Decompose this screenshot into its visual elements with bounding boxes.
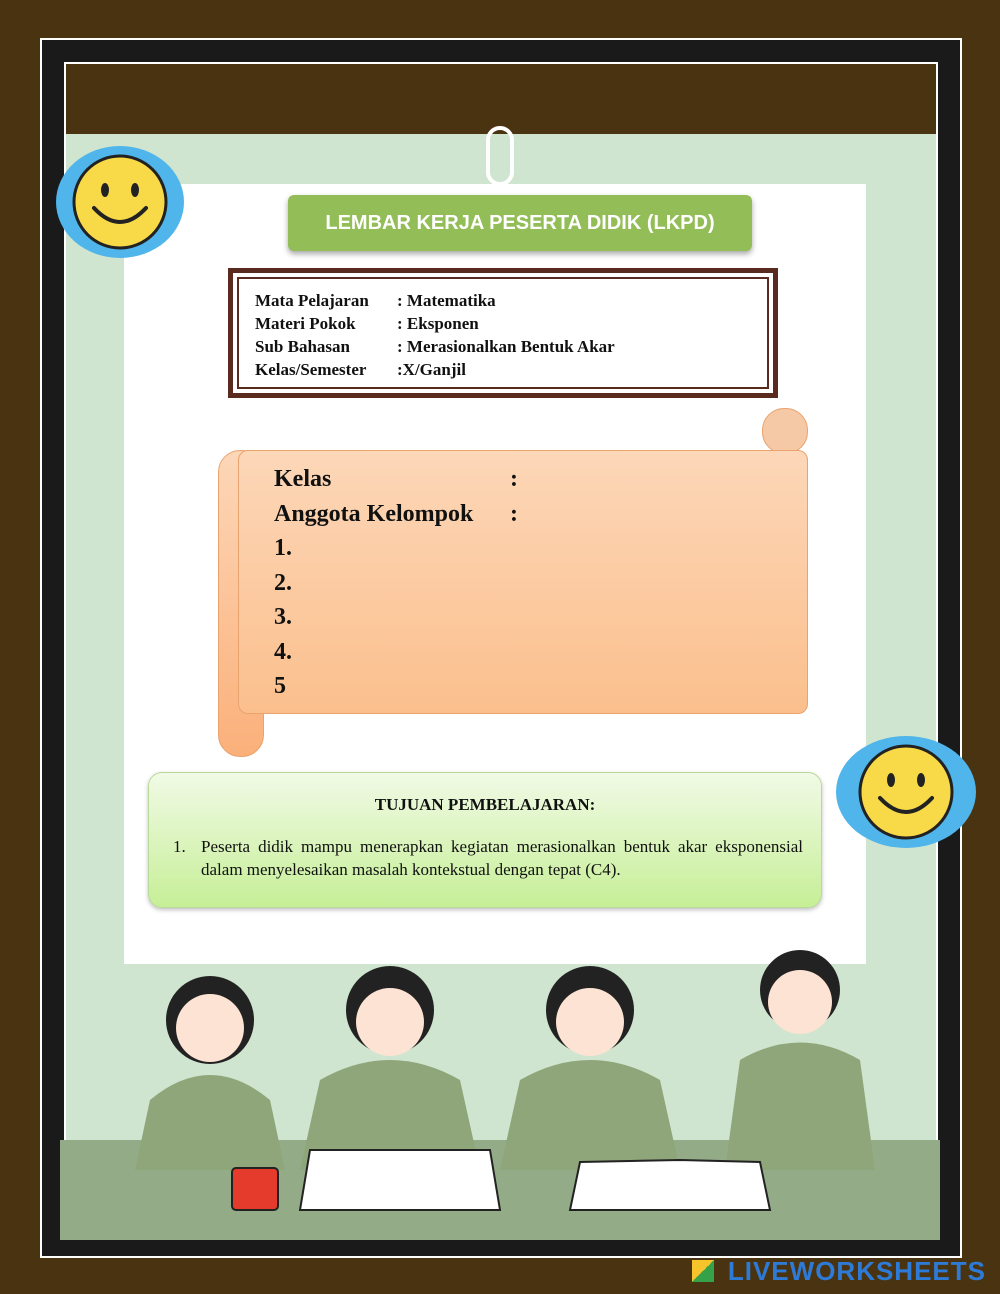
group-members-field[interactable]: : (510, 500, 518, 527)
member-item[interactable]: 1. (274, 535, 292, 561)
liveworksheets-logo-icon (692, 1260, 714, 1282)
learning-goal-item: 1. Peserta didik mampu menerapkan kegiatan merasionalkan bentuk akar eksponensial dalam menyelesaikan masalah kontekstual dengan tepat (C4). (173, 837, 803, 879)
member-item[interactable]: 5 (274, 673, 286, 699)
subject-info-table (255, 289, 615, 381)
watermark: LIVEWORKSHEETS (727, 1256, 986, 1286)
class-label: Kelas (274, 466, 332, 492)
member-item[interactable]: 4. (274, 638, 292, 665)
paperclip-icon (486, 126, 514, 186)
page-title: LEMBAR KERJA PESERTA DIDIK (LKPD) (288, 195, 752, 251)
scallop-decoration (66, 64, 936, 134)
info-row-subtopic: Sub Bahasan : Merasionalkan Bentuk Akar (255, 337, 615, 356)
learning-goals-box (148, 772, 822, 908)
learning-goals-title: TUJUAN PEMBELAJARAN: (374, 795, 596, 814)
member-item[interactable]: 3. (274, 604, 292, 630)
info-row-class-semester: Kelas/Semester :X/Ganjil (255, 360, 466, 379)
class-field[interactable]: : (510, 466, 518, 492)
smiley-icon-bottom (836, 736, 976, 848)
scroll-curl (762, 408, 808, 454)
group-info (274, 462, 518, 704)
students-illustration (60, 930, 940, 1240)
group-members-label: Anggota Kelompok (274, 500, 474, 527)
member-item[interactable]: 2. (274, 569, 292, 596)
subject-info-box (228, 268, 778, 398)
smiley-icon-top (56, 146, 184, 258)
info-row-subject: Mata Pelajaran : Matematika (255, 291, 496, 310)
info-row-topic: Materi Pokok : Eksponen (255, 314, 479, 333)
